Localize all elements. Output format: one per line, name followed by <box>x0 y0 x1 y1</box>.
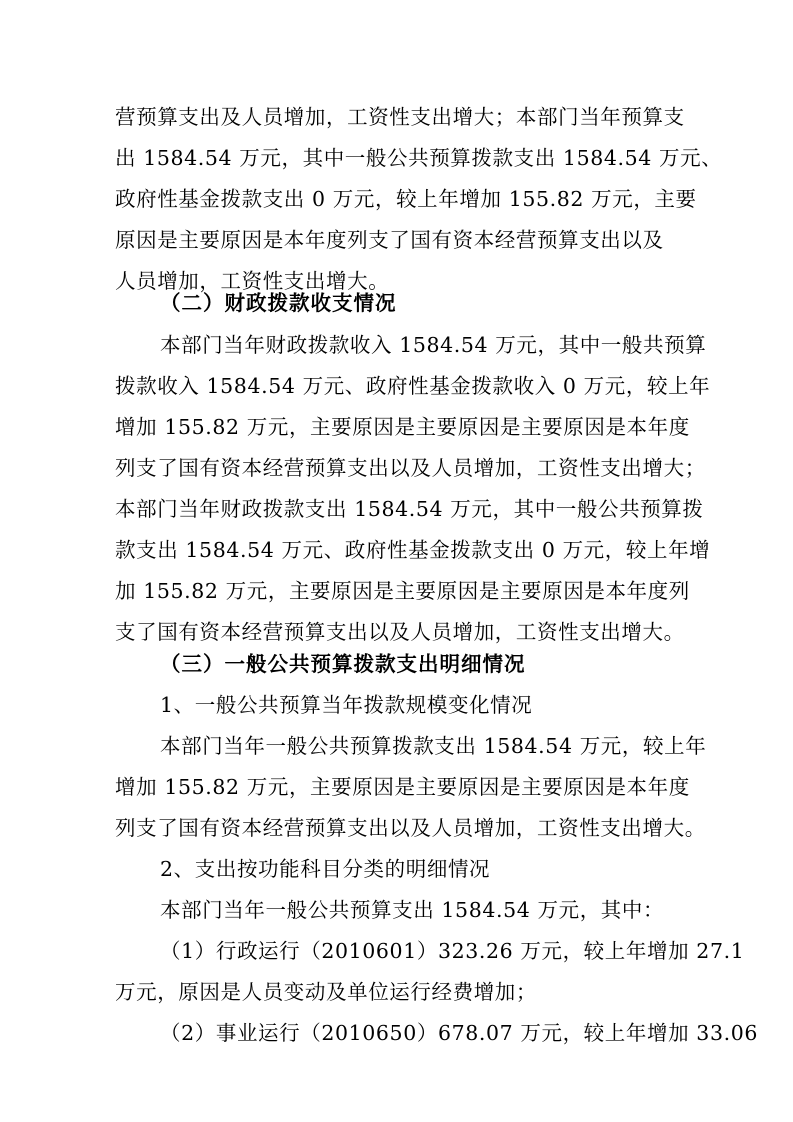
text-line: 人员增加，工资性支出增大。 <box>115 269 390 293</box>
text-line: 1、一般公共预算当年拨款规模变化情况 <box>160 693 533 717</box>
section-heading: （三）一般公共预算拨款支出明细情况 <box>160 652 526 676</box>
text-line: （2）事业运行（2010650）678.07 万元，较上年增加 33.06 <box>160 1021 758 1045</box>
text-line: 政府性基金拨款支出 0 万元，较上年增加 155.82 万元，主要 <box>115 187 697 211</box>
text-line: 营预算支出及人员增加，工资性支出增大；本部门当年预算支 <box>115 105 685 129</box>
text-line: 2、支出按功能科目分类的明细情况 <box>160 857 491 881</box>
section-heading: （二）财政拨款收支情况 <box>160 291 397 315</box>
text-line: （1）行政运行（2010601）323.26 万元，较上年增加 27.1 <box>160 939 745 963</box>
text-line: 款支出 1584.54 万元、政府性基金拨款支出 0 万元，较上年增 <box>115 538 711 562</box>
text-line: 加 155.82 万元，主要原因是主要原因是主要原因是本年度列 <box>115 579 690 603</box>
text-line: 万元，原因是人员变动及单位运行经费增加； <box>115 980 537 1004</box>
text-line: 列支了国有资本经营预算支出以及人员增加，工资性支出增大。 <box>115 816 706 840</box>
text-line: 出 1584.54 万元，其中一般公共预算拨款支出 1584.54 万元、 <box>115 146 723 170</box>
text-line: 原因是主要原因是本年度列支了国有资本经营预算支出以及 <box>115 228 664 252</box>
text-line: 增加 155.82 万元，主要原因是主要原因是主要原因是本年度 <box>115 415 690 439</box>
text-line: 本部门当年一般公共预算拨款支出 1584.54 万元，较上年 <box>160 734 707 758</box>
text-line: 列支了国有资本经营预算支出以及人员增加，工资性支出增大； <box>115 456 706 480</box>
text-line: 本部门当年财政拨款收入 1584.54 万元，其中一般共预算 <box>160 333 707 357</box>
text-line: 本部门当年一般公共预算支出 1584.54 万元，其中： <box>160 898 665 922</box>
text-line: 增加 155.82 万元，主要原因是主要原因是主要原因是本年度 <box>115 775 690 799</box>
text-line: 支了国有资本经营预算支出以及人员增加，工资性支出增大。 <box>115 620 685 644</box>
text-line: 拨款收入 1584.54 万元、政府性基金拨款收入 0 万元，较上年 <box>115 374 711 398</box>
text-line: 本部门当年财政拨款支出 1584.54 万元，其中一般公共预算拨 <box>115 497 704 521</box>
